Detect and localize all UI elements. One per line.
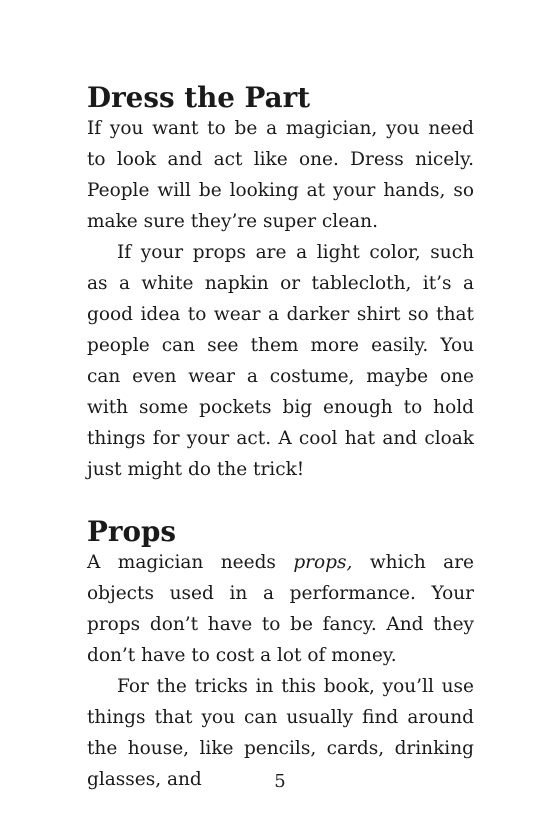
- section-heading: Props: [87, 515, 177, 548]
- paragraph: If your props are a light color, such as a white napkin or tablecloth, it’s a good idea to wear a darker shirt so that people can see them more easily. You can even wear a costume, maybe one with some pockets big enough to hold things for your act. A cool hat and cloak just might do the trick!: [87, 242, 474, 480]
- section-heading: Dress the Part: [87, 81, 311, 114]
- section-dress-the-part: [87, 82, 474, 485]
- paragraph: If you want to be a magician, you need to look and act like one. Dress nicely. People will be looking at your hands, so make sure they’re super clean.: [87, 118, 474, 232]
- section-props: [87, 516, 474, 795]
- page-number: 5: [274, 771, 286, 792]
- paragraph: [87, 547, 474, 671]
- paragraph: For the tricks in this book, you’ll use things that you can usually find around the house, like pencils, cards, drinking glasses, and: [87, 676, 474, 790]
- page-body: [87, 82, 474, 795]
- section-spacer: [87, 485, 474, 516]
- emphasized-term: props,: [293, 552, 353, 573]
- paragraph-text: A magician needs: [87, 552, 294, 573]
- paragraph-text: which are objects used in a performance. Your props don’t have to be fancy. And they don’t have to cost a lot of money.: [87, 552, 475, 666]
